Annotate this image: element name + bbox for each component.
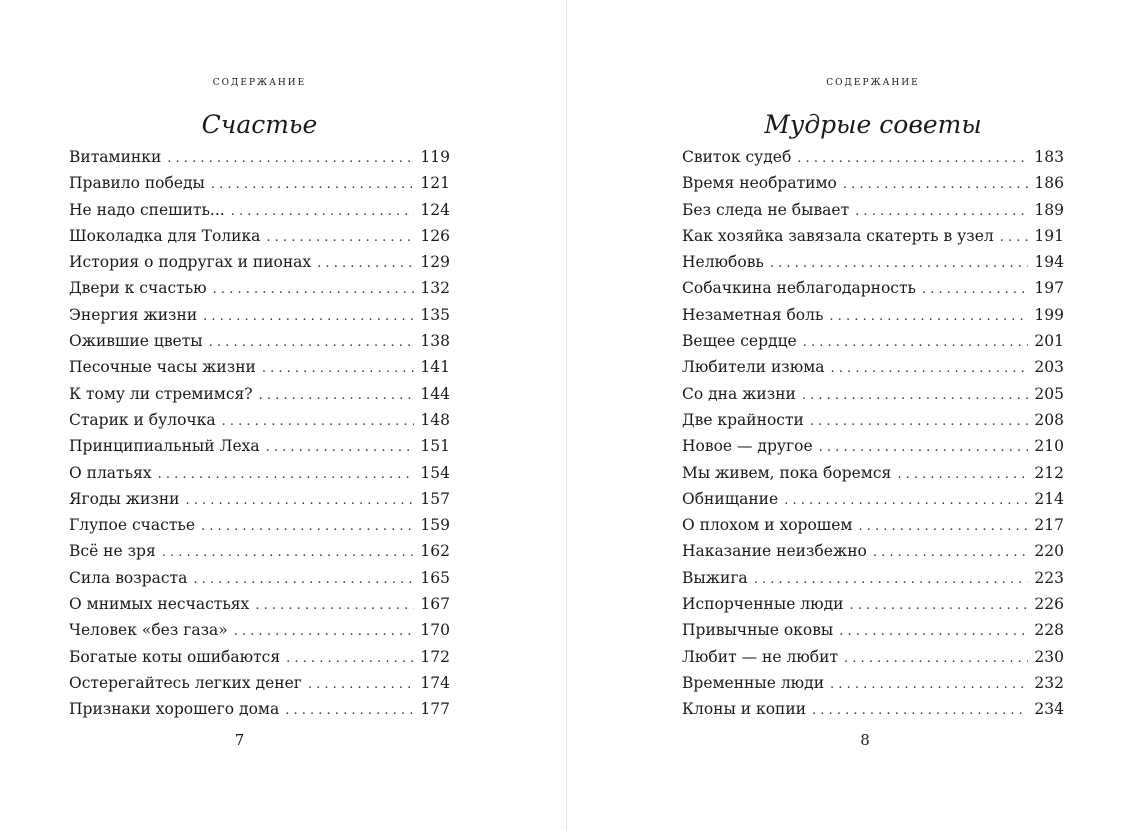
dot-leader bbox=[262, 354, 414, 382]
dot-leader bbox=[855, 197, 1028, 225]
toc-entry-title: Обнищание bbox=[682, 489, 779, 508]
toc-entry-title: Старик и булочка bbox=[69, 410, 216, 429]
toc-entry bbox=[682, 407, 1064, 433]
page-number: 7 bbox=[234, 731, 245, 749]
toc-entry-page: 220 bbox=[1034, 542, 1064, 561]
toc-entry bbox=[69, 538, 450, 564]
toc-entry-page: 223 bbox=[1034, 568, 1064, 587]
dot-leader bbox=[231, 197, 414, 225]
toc-entry-page: 138 bbox=[420, 332, 450, 351]
toc-entry bbox=[69, 302, 450, 328]
dot-leader bbox=[1000, 223, 1028, 251]
toc-entry-page: 201 bbox=[1034, 332, 1064, 351]
running-head: содержание bbox=[212, 74, 307, 89]
toc-entry bbox=[682, 433, 1064, 459]
toc-entry-page: 189 bbox=[1034, 200, 1064, 219]
dot-leader bbox=[897, 460, 1028, 488]
toc-entry-title: Человек «без газа» bbox=[69, 621, 228, 640]
dot-leader bbox=[193, 565, 414, 593]
toc-entry-title: О мнимых несчастьях bbox=[69, 595, 250, 614]
toc-entry bbox=[682, 670, 1064, 696]
toc-entry-title: Принципиальный Леха bbox=[69, 437, 260, 456]
toc-entry bbox=[69, 197, 450, 223]
toc-entry-title: Клоны и копии bbox=[682, 700, 807, 719]
toc-entry-page: 167 bbox=[420, 595, 450, 614]
toc-entry-page: 119 bbox=[420, 148, 450, 166]
toc-entry-title: Любит — не любит bbox=[682, 647, 839, 666]
toc-entry-page: 183 bbox=[1034, 148, 1064, 166]
toc-entry bbox=[682, 696, 1064, 722]
dot-leader bbox=[850, 591, 1028, 619]
toc-entry bbox=[682, 302, 1064, 328]
dot-leader bbox=[317, 249, 414, 277]
dot-leader bbox=[285, 696, 414, 724]
toc-entry-page: 151 bbox=[420, 437, 450, 456]
toc-entry-page: 203 bbox=[1034, 358, 1064, 377]
toc-entry bbox=[69, 144, 450, 170]
toc-entry-title: К тому ли стремимся? bbox=[69, 384, 253, 403]
toc-entry-page: 126 bbox=[420, 226, 450, 245]
toc-entry-title: Правило победы bbox=[69, 174, 205, 193]
toc-entry bbox=[69, 381, 450, 407]
toc-entry-page: 194 bbox=[1034, 253, 1064, 272]
toc-entry-title: О плохом и хорошем bbox=[682, 516, 853, 535]
toc-entry bbox=[69, 460, 450, 486]
toc-entry-page: 141 bbox=[420, 358, 450, 377]
toc-entry-title: Со дна жизни bbox=[682, 384, 796, 403]
table-of-contents bbox=[69, 144, 450, 723]
dot-leader bbox=[770, 249, 1028, 277]
toc-entry bbox=[69, 644, 450, 670]
running-head: содержание bbox=[826, 74, 920, 89]
toc-entry-page: 154 bbox=[420, 463, 450, 482]
toc-entry-title: Собачкина неблагодарность bbox=[682, 279, 916, 298]
toc-entry bbox=[69, 565, 450, 591]
toc-entry-page: 208 bbox=[1034, 410, 1064, 429]
toc-entry-page: 157 bbox=[420, 489, 450, 508]
toc-entry-title: Шоколадка для Толика bbox=[69, 226, 261, 245]
toc-entry-page: 232 bbox=[1034, 673, 1064, 692]
toc-entry bbox=[69, 433, 450, 459]
page-gutter bbox=[566, 0, 567, 831]
toc-entry-page: 148 bbox=[420, 410, 450, 429]
toc-entry-page: 129 bbox=[420, 253, 450, 272]
left-page bbox=[69, 0, 450, 831]
toc-entry bbox=[682, 275, 1064, 301]
toc-entry-title: О платьях bbox=[69, 463, 152, 482]
dot-leader bbox=[797, 144, 1028, 172]
toc-entry bbox=[69, 275, 450, 301]
toc-entry bbox=[682, 144, 1064, 170]
dot-leader bbox=[213, 275, 414, 303]
toc-entry-title: Вещее сердце bbox=[682, 332, 797, 351]
toc-entry bbox=[682, 197, 1064, 223]
dot-leader bbox=[222, 407, 414, 435]
toc-entry-page: 162 bbox=[420, 542, 450, 561]
dot-leader bbox=[162, 538, 414, 566]
toc-entry-page: 186 bbox=[1034, 174, 1064, 193]
dot-leader bbox=[167, 144, 414, 172]
toc-entry-page: 217 bbox=[1034, 516, 1064, 535]
toc-entry-page: 132 bbox=[420, 279, 450, 298]
toc-entry bbox=[69, 486, 450, 512]
toc-entry bbox=[69, 407, 450, 433]
toc-entry bbox=[69, 512, 450, 538]
dot-leader bbox=[308, 670, 414, 698]
toc-entry-title: Выжига bbox=[682, 568, 748, 587]
toc-entry-title: Ягоды жизни bbox=[69, 489, 180, 508]
toc-entry-page: 174 bbox=[420, 673, 450, 692]
toc-entry-page: 124 bbox=[420, 200, 450, 219]
toc-entry bbox=[682, 512, 1064, 538]
toc-entry bbox=[682, 170, 1064, 196]
toc-entry bbox=[69, 591, 450, 617]
dot-leader bbox=[829, 302, 1028, 330]
toc-entry bbox=[69, 249, 450, 275]
toc-entry-page: 177 bbox=[420, 700, 450, 719]
toc-entry-title: Глупое счастье bbox=[69, 516, 196, 535]
table-of-contents bbox=[682, 144, 1064, 723]
dot-leader bbox=[234, 617, 414, 645]
toc-entry bbox=[682, 617, 1064, 643]
toc-entry bbox=[682, 486, 1064, 512]
toc-entry-page: 205 bbox=[1034, 384, 1064, 403]
toc-entry-page: 226 bbox=[1034, 595, 1064, 614]
toc-entry-page: 197 bbox=[1034, 279, 1064, 298]
section-title: Мудрые советы bbox=[764, 110, 982, 139]
toc-entry-page: 172 bbox=[420, 647, 450, 666]
toc-entry bbox=[682, 591, 1064, 617]
dot-leader bbox=[286, 644, 414, 672]
toc-entry bbox=[69, 223, 450, 249]
toc-entry-page: 234 bbox=[1034, 700, 1064, 719]
dot-leader bbox=[812, 696, 1028, 724]
toc-entry-title: Ожившие цветы bbox=[69, 332, 203, 351]
dot-leader bbox=[203, 302, 414, 330]
dot-leader bbox=[831, 354, 1028, 382]
toc-entry-page: 135 bbox=[420, 305, 450, 324]
dot-leader bbox=[201, 512, 414, 540]
toc-entry-title: Как хозяйка завязала скатерть в узел bbox=[682, 226, 994, 245]
toc-entry-page: 228 bbox=[1034, 621, 1064, 640]
right-page bbox=[682, 0, 1064, 831]
toc-entry-title: Любители изюма bbox=[682, 358, 825, 377]
toc-entry bbox=[682, 644, 1064, 670]
toc-entry-title: Песочные часы жизни bbox=[69, 358, 256, 377]
toc-entry-title: Мы живем, пока боремся bbox=[682, 463, 892, 482]
dot-leader bbox=[255, 591, 414, 619]
dot-leader bbox=[211, 170, 414, 198]
toc-entry-title: Богатые коты ошибаются bbox=[69, 647, 281, 666]
toc-entry-title: Не надо спешить... bbox=[69, 200, 225, 219]
toc-entry bbox=[69, 328, 450, 354]
dot-leader bbox=[158, 460, 414, 488]
toc-entry bbox=[682, 354, 1064, 380]
dot-leader bbox=[830, 670, 1028, 698]
toc-entry-page: 159 bbox=[420, 516, 450, 535]
toc-entry-page: 144 bbox=[420, 384, 450, 403]
toc-entry-page: 214 bbox=[1034, 489, 1064, 508]
dot-leader bbox=[873, 538, 1028, 566]
dot-leader bbox=[266, 223, 414, 251]
toc-entry bbox=[682, 328, 1064, 354]
dot-leader bbox=[266, 433, 414, 461]
dot-leader bbox=[843, 170, 1028, 198]
toc-entry bbox=[682, 381, 1064, 407]
dot-leader bbox=[839, 617, 1028, 645]
toc-entry-title: Время необратимо bbox=[682, 174, 837, 193]
dot-leader bbox=[754, 565, 1028, 593]
toc-entry-title: Без следа не бывает bbox=[682, 200, 850, 219]
toc-entry bbox=[69, 354, 450, 380]
dot-leader bbox=[858, 512, 1028, 540]
toc-entry bbox=[69, 617, 450, 643]
toc-entry bbox=[69, 670, 450, 696]
toc-entry-title: Две крайности bbox=[682, 410, 804, 429]
dot-leader bbox=[185, 486, 414, 514]
toc-entry-title: Двери к счастью bbox=[69, 279, 207, 298]
section-title: Счастье bbox=[201, 110, 318, 139]
toc-entry-title: Наказание неизбежно bbox=[682, 542, 867, 561]
toc-entry-title: История о подругах и пионах bbox=[69, 253, 312, 272]
toc-entry-title: Витаминки bbox=[69, 148, 162, 166]
toc-entry-title: Свиток судеб bbox=[682, 148, 792, 166]
toc-entry-page: 212 bbox=[1034, 463, 1064, 482]
toc-entry-page: 191 bbox=[1034, 226, 1064, 245]
toc-entry bbox=[69, 696, 450, 722]
toc-entry-page: 121 bbox=[420, 174, 450, 193]
toc-entry-title: Привычные оковы bbox=[682, 621, 834, 640]
toc-entry bbox=[682, 460, 1064, 486]
toc-entry-page: 170 bbox=[420, 621, 450, 640]
dot-leader bbox=[844, 644, 1028, 672]
toc-entry bbox=[682, 223, 1064, 249]
toc-entry-title: Незаметная боль bbox=[682, 305, 824, 324]
toc-entry-page: 210 bbox=[1034, 437, 1064, 456]
toc-entry-title: Новое — другое bbox=[682, 437, 813, 456]
toc-entry-title: Нелюбовь bbox=[682, 253, 764, 272]
toc-entry-page: 199 bbox=[1034, 305, 1064, 324]
toc-entry bbox=[69, 170, 450, 196]
dot-leader bbox=[802, 381, 1028, 409]
dot-leader bbox=[803, 328, 1028, 356]
dot-leader bbox=[209, 328, 414, 356]
toc-entry-title: Остерегайтесь легких денег bbox=[69, 673, 302, 692]
toc-entry bbox=[682, 538, 1064, 564]
toc-entry-title: Временные люди bbox=[682, 673, 825, 692]
toc-entry-title: Всё не зря bbox=[69, 542, 156, 561]
toc-entry bbox=[682, 565, 1064, 591]
toc-entry-page: 165 bbox=[420, 568, 450, 587]
toc-entry bbox=[682, 249, 1064, 275]
dot-leader bbox=[784, 486, 1028, 514]
dot-leader bbox=[922, 275, 1028, 303]
toc-entry-page: 230 bbox=[1034, 647, 1064, 666]
toc-entry-title: Признаки хорошего дома bbox=[69, 700, 280, 719]
dot-leader bbox=[259, 381, 414, 409]
dot-leader bbox=[819, 433, 1028, 461]
toc-entry-title: Энергия жизни bbox=[69, 305, 198, 324]
dot-leader bbox=[810, 407, 1028, 435]
toc-entry-title: Испорченные люди bbox=[682, 595, 844, 614]
page-number: 8 bbox=[860, 731, 870, 749]
toc-entry-title: Сила возраста bbox=[69, 568, 188, 587]
